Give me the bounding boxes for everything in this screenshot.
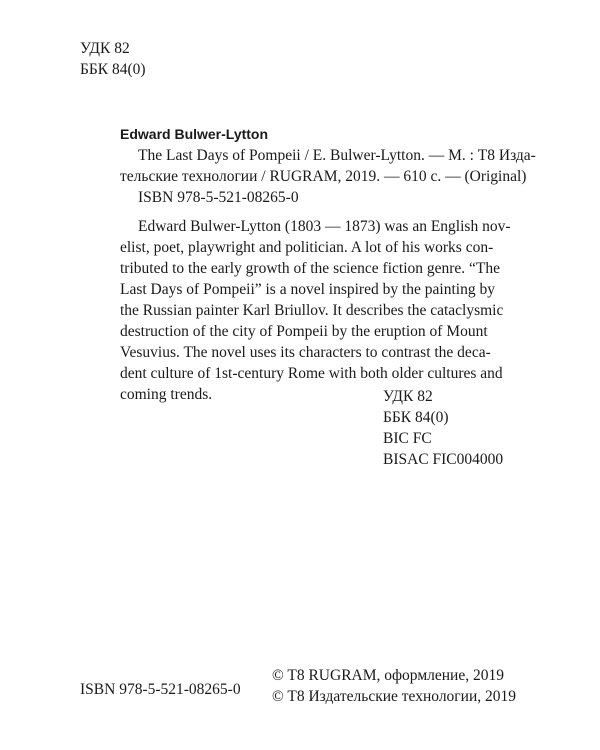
copyright-design: © T8 RUGRAM, оформление, 2019 [272,667,504,684]
bbk-code: ББК 84(0) [80,61,146,78]
annotation-line: destruction of the city of Pompeii by the eruption of Mount [120,323,488,340]
bisac-code: BISAC FIC004000 [383,451,504,468]
annotation-line: the Russian painter Karl Briullov. It describes the cataclysmic [120,302,504,319]
book-annotation [120,216,511,405]
annotation-line: dent culture of 1st-century Rome with both older cultures and [120,365,503,382]
bibliographic-record [120,124,536,187]
isbn-record: ISBN 978-5-521-08265-0 [138,189,299,206]
annotation-line: Vesuvius. The novel uses its characters to contrast the deca- [120,344,491,361]
header-classification-codes [80,38,146,80]
bic-code: BIC FC [383,430,432,447]
copyright-publisher: © T8 Издательские технологии, 2019 [272,688,517,705]
annotation-line: Last Days of Pompeii” is a novel inspired by the painting by [120,281,495,298]
copyright-notice [272,665,516,707]
classification-codes [383,386,503,470]
footer-isbn: ISBN 978-5-521-08265-0 [80,681,241,698]
udk-code: УДК 82 [383,388,433,405]
entry-line-1: The Last Days of Pompeii / E. Bulwer-Lytton. — М. : T8 Изда- [138,147,536,164]
entry-line-2: тельские технологии / RUGRAM, 2019. — 610 с. — (Original) [120,168,527,185]
annotation-line: elist, poet, playwright and politician. A lot of his works con- [120,239,494,256]
annotation-line: tributed to the early growth of the science fiction genre. “The [120,260,501,277]
annotation-line: Edward Bulwer-Lytton (1803 — 1873) was an English nov- [138,218,511,235]
annotation-line: coming trends. [120,386,213,403]
udk-code: УДК 82 [80,40,130,57]
author-name: Edward Bulwer-Lytton [120,126,269,142]
bbk-code: ББК 84(0) [383,409,449,426]
bibliographic-entry [120,145,536,187]
